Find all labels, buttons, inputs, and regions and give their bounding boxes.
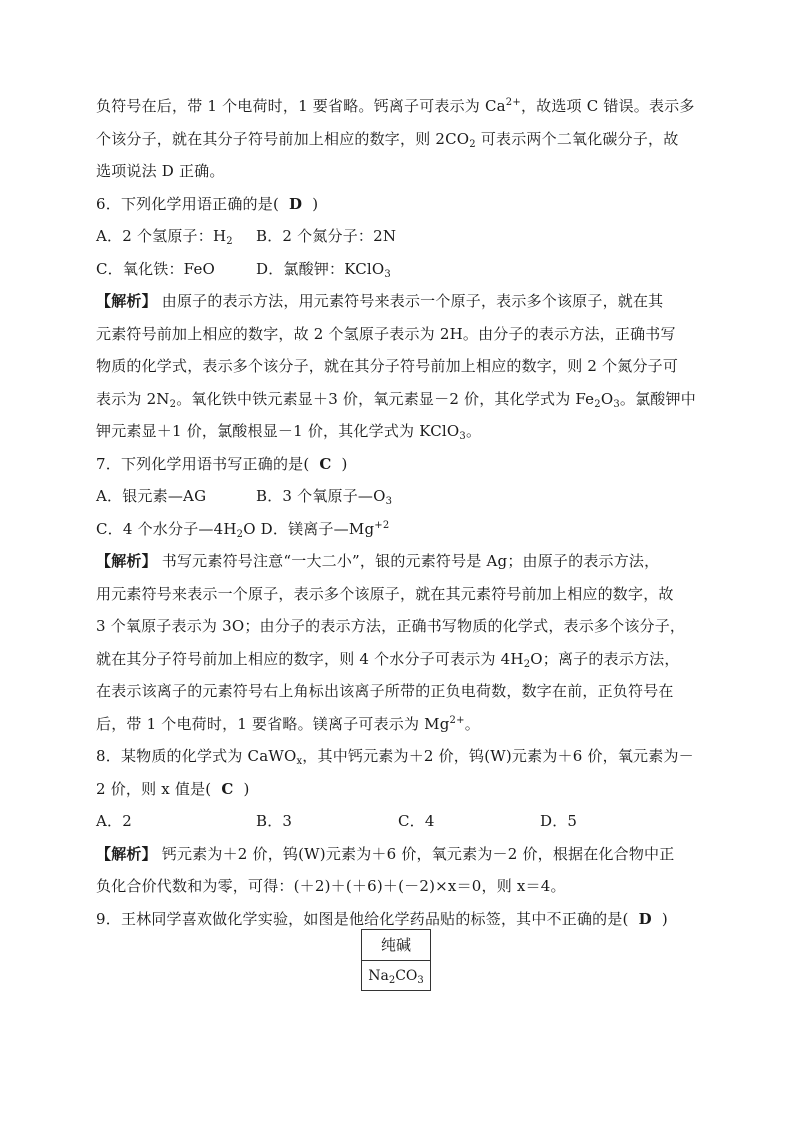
analysis-text: 在表示该离子的元素符号右上角标出该离子所带的正负电荷数，数字在前，正负符号在 xyxy=(96,682,674,700)
superscript: 2+ xyxy=(505,97,521,108)
question-6-options-cd xyxy=(96,253,700,286)
question-7-options-cd xyxy=(96,513,700,546)
question-text: ，其中钙元素为＋2 价，钨(W)元素为＋6 价，氧元素为－ xyxy=(302,747,694,765)
question-7-options-ab xyxy=(96,480,700,513)
analysis-line xyxy=(96,838,700,871)
subscript: 2 xyxy=(169,398,177,410)
analysis-text: 钙元素为＋2 价，钨(W)元素为＋6 价，氧元素为－2 价，根据在化合物中正 xyxy=(156,844,675,863)
analysis-text: 负化合价代数和为零，可得：(＋2)＋(＋6)＋(－2)×x＝0，则 x＝4。 xyxy=(96,877,566,895)
analysis-text: 物质的化学式，表示多个该分子，就在其分子符号前加上相应的数字，则 2 个氮分子可 xyxy=(96,357,679,375)
option-a xyxy=(96,220,256,253)
analysis-line xyxy=(96,578,700,611)
subscript: x xyxy=(296,756,303,767)
option-a: A．银元素—AG xyxy=(96,487,207,505)
analysis-text: 由原子的表示方法，用元素符号来表示一个原子，表示多个该原子，就在其 xyxy=(156,292,664,310)
document-page xyxy=(96,90,700,935)
subscript: 3 xyxy=(384,268,391,280)
subscript: 2 xyxy=(469,138,476,150)
analysis-text: 。氧化铁中铁元素显＋3 价，氧元素显－2 价，其化学式为 Fe xyxy=(176,389,595,408)
subscript: 2 xyxy=(388,975,396,986)
question-text: 7．下列化学用语书写正确的是( xyxy=(96,454,310,473)
analysis-line xyxy=(96,383,700,416)
question-text: 9．王林同学喜欢做化学实验，如图是他给化学药品贴的标签，其中不正确的是( xyxy=(96,909,629,928)
paren: ) xyxy=(312,194,319,213)
paren: ) xyxy=(341,454,348,473)
subscript: 2 xyxy=(226,236,233,247)
text-line xyxy=(96,123,700,156)
text-line xyxy=(96,90,700,123)
analysis-line xyxy=(96,610,700,643)
analysis-text: 就在其分子符号前加上相应的数字，则 4 个水分子可表示为 4H xyxy=(96,649,524,668)
analysis-line xyxy=(96,643,700,676)
formula-text: CO xyxy=(395,968,418,984)
option-c: C．4 xyxy=(398,812,435,830)
analysis-text: 3 个氧原子表示为 3O；由分子的表示方法，正确书写物质的化学式，表示多个该分子， xyxy=(96,617,686,635)
question-8-stem xyxy=(96,740,700,773)
analysis-text: 书写元素符号注意“一大二小”，银的元素符号是 Ag；由原子的表示方法， xyxy=(156,552,660,570)
text: 选项说法 D 正确。 xyxy=(96,162,225,180)
chemical-label xyxy=(361,929,431,991)
analysis-text: O xyxy=(600,389,614,408)
label-name: 纯碱 xyxy=(362,930,430,961)
option-d xyxy=(256,253,391,286)
answer-letter: D xyxy=(638,909,652,928)
answer-letter: C xyxy=(319,454,332,473)
subscript: 3 xyxy=(613,398,620,410)
option-b xyxy=(256,480,392,513)
analysis-text: 。 xyxy=(465,422,482,440)
option-text: D．氯酸钾：KClO xyxy=(256,259,385,278)
option-text: B．3 个氧原子—O xyxy=(256,487,386,505)
question-text: 8．某物质的化学式为 CaWO xyxy=(96,747,297,765)
analysis-line xyxy=(96,545,700,578)
question-text: 2 价，则 x 值是( xyxy=(96,779,212,798)
subscript: 2 xyxy=(236,528,244,540)
text: 可表示两个二氧化碳分子，故 xyxy=(475,129,679,148)
option-b: B．3 xyxy=(256,812,293,830)
answer-letter: D xyxy=(289,194,303,213)
subscript: 2 xyxy=(594,398,601,410)
superscript: 2+ xyxy=(449,714,465,726)
option-c: C．4 个水分子—4H xyxy=(96,519,237,538)
paren: ) xyxy=(661,909,668,928)
text: ，故选项 C 错误。表示多 xyxy=(520,97,695,115)
subscript: 3 xyxy=(417,975,424,986)
answer-letter: C xyxy=(221,779,234,798)
question-text: 6．下列化学用语正确的是( xyxy=(96,194,279,213)
analysis-text: 。氯酸钾中 xyxy=(619,389,696,408)
label-formula xyxy=(362,961,430,991)
subscript: 3 xyxy=(385,496,393,507)
text-line xyxy=(96,155,700,188)
question-8-options xyxy=(96,805,700,838)
analysis-line xyxy=(96,675,700,708)
option-d: D．5 xyxy=(540,812,578,830)
analysis-line xyxy=(96,350,700,383)
option-c: C．氧化铁：FeO xyxy=(96,259,216,278)
text: 负符号在后，带 1 个电荷时，1 要省略。钙离子可表示为 Ca xyxy=(96,97,506,115)
formula-text: Na xyxy=(368,968,389,984)
text: 个该分子，就在其分子符号前加上相应的数字，则 2CO xyxy=(96,129,470,148)
analysis-text: 后，带 1 个电荷时，1 要省略。镁离子可表示为 Mg xyxy=(96,714,450,733)
analysis-tag: 【解析】 xyxy=(96,292,157,310)
subscript: 3 xyxy=(459,431,466,442)
option-text: A．2 个氢原子：H xyxy=(96,227,227,245)
superscript: +2 xyxy=(374,519,390,531)
analysis-text: 钾元素显＋1 价，氯酸根显－1 价，其化学式为 KClO xyxy=(96,422,460,440)
analysis-tag: 【解析】 xyxy=(96,552,157,570)
analysis-text: 。 xyxy=(464,714,480,733)
analysis-text: 元素符号前加上相应的数字，故 2 个氢原子表示为 2H。由分子的表示方法，正确书写 xyxy=(96,324,676,343)
question-6-options-ab xyxy=(96,220,700,253)
analysis-line xyxy=(96,285,700,318)
analysis-line xyxy=(96,415,700,448)
option-a: A．2 xyxy=(96,812,132,830)
question-7-stem xyxy=(96,448,700,481)
analysis-text: 用元素符号来表示一个原子，表示多个该原子，就在其元素符号前加上相应的数字，故 xyxy=(96,584,674,603)
question-8-stem-cont xyxy=(96,773,700,806)
option-d: O D．镁离子—Mg xyxy=(243,519,375,538)
analysis-line xyxy=(96,708,700,741)
analysis-text: 表示为 2N xyxy=(96,389,170,408)
question-6-stem xyxy=(96,188,700,221)
analysis-line xyxy=(96,870,700,903)
option-b: B．2 个氮分子：2N xyxy=(256,227,397,245)
subscript: 2 xyxy=(523,658,531,670)
analysis-line xyxy=(96,318,700,351)
analysis-tag: 【解析】 xyxy=(96,844,157,863)
paren: ) xyxy=(243,779,250,798)
analysis-text: O；离子的表示方法， xyxy=(530,649,680,668)
